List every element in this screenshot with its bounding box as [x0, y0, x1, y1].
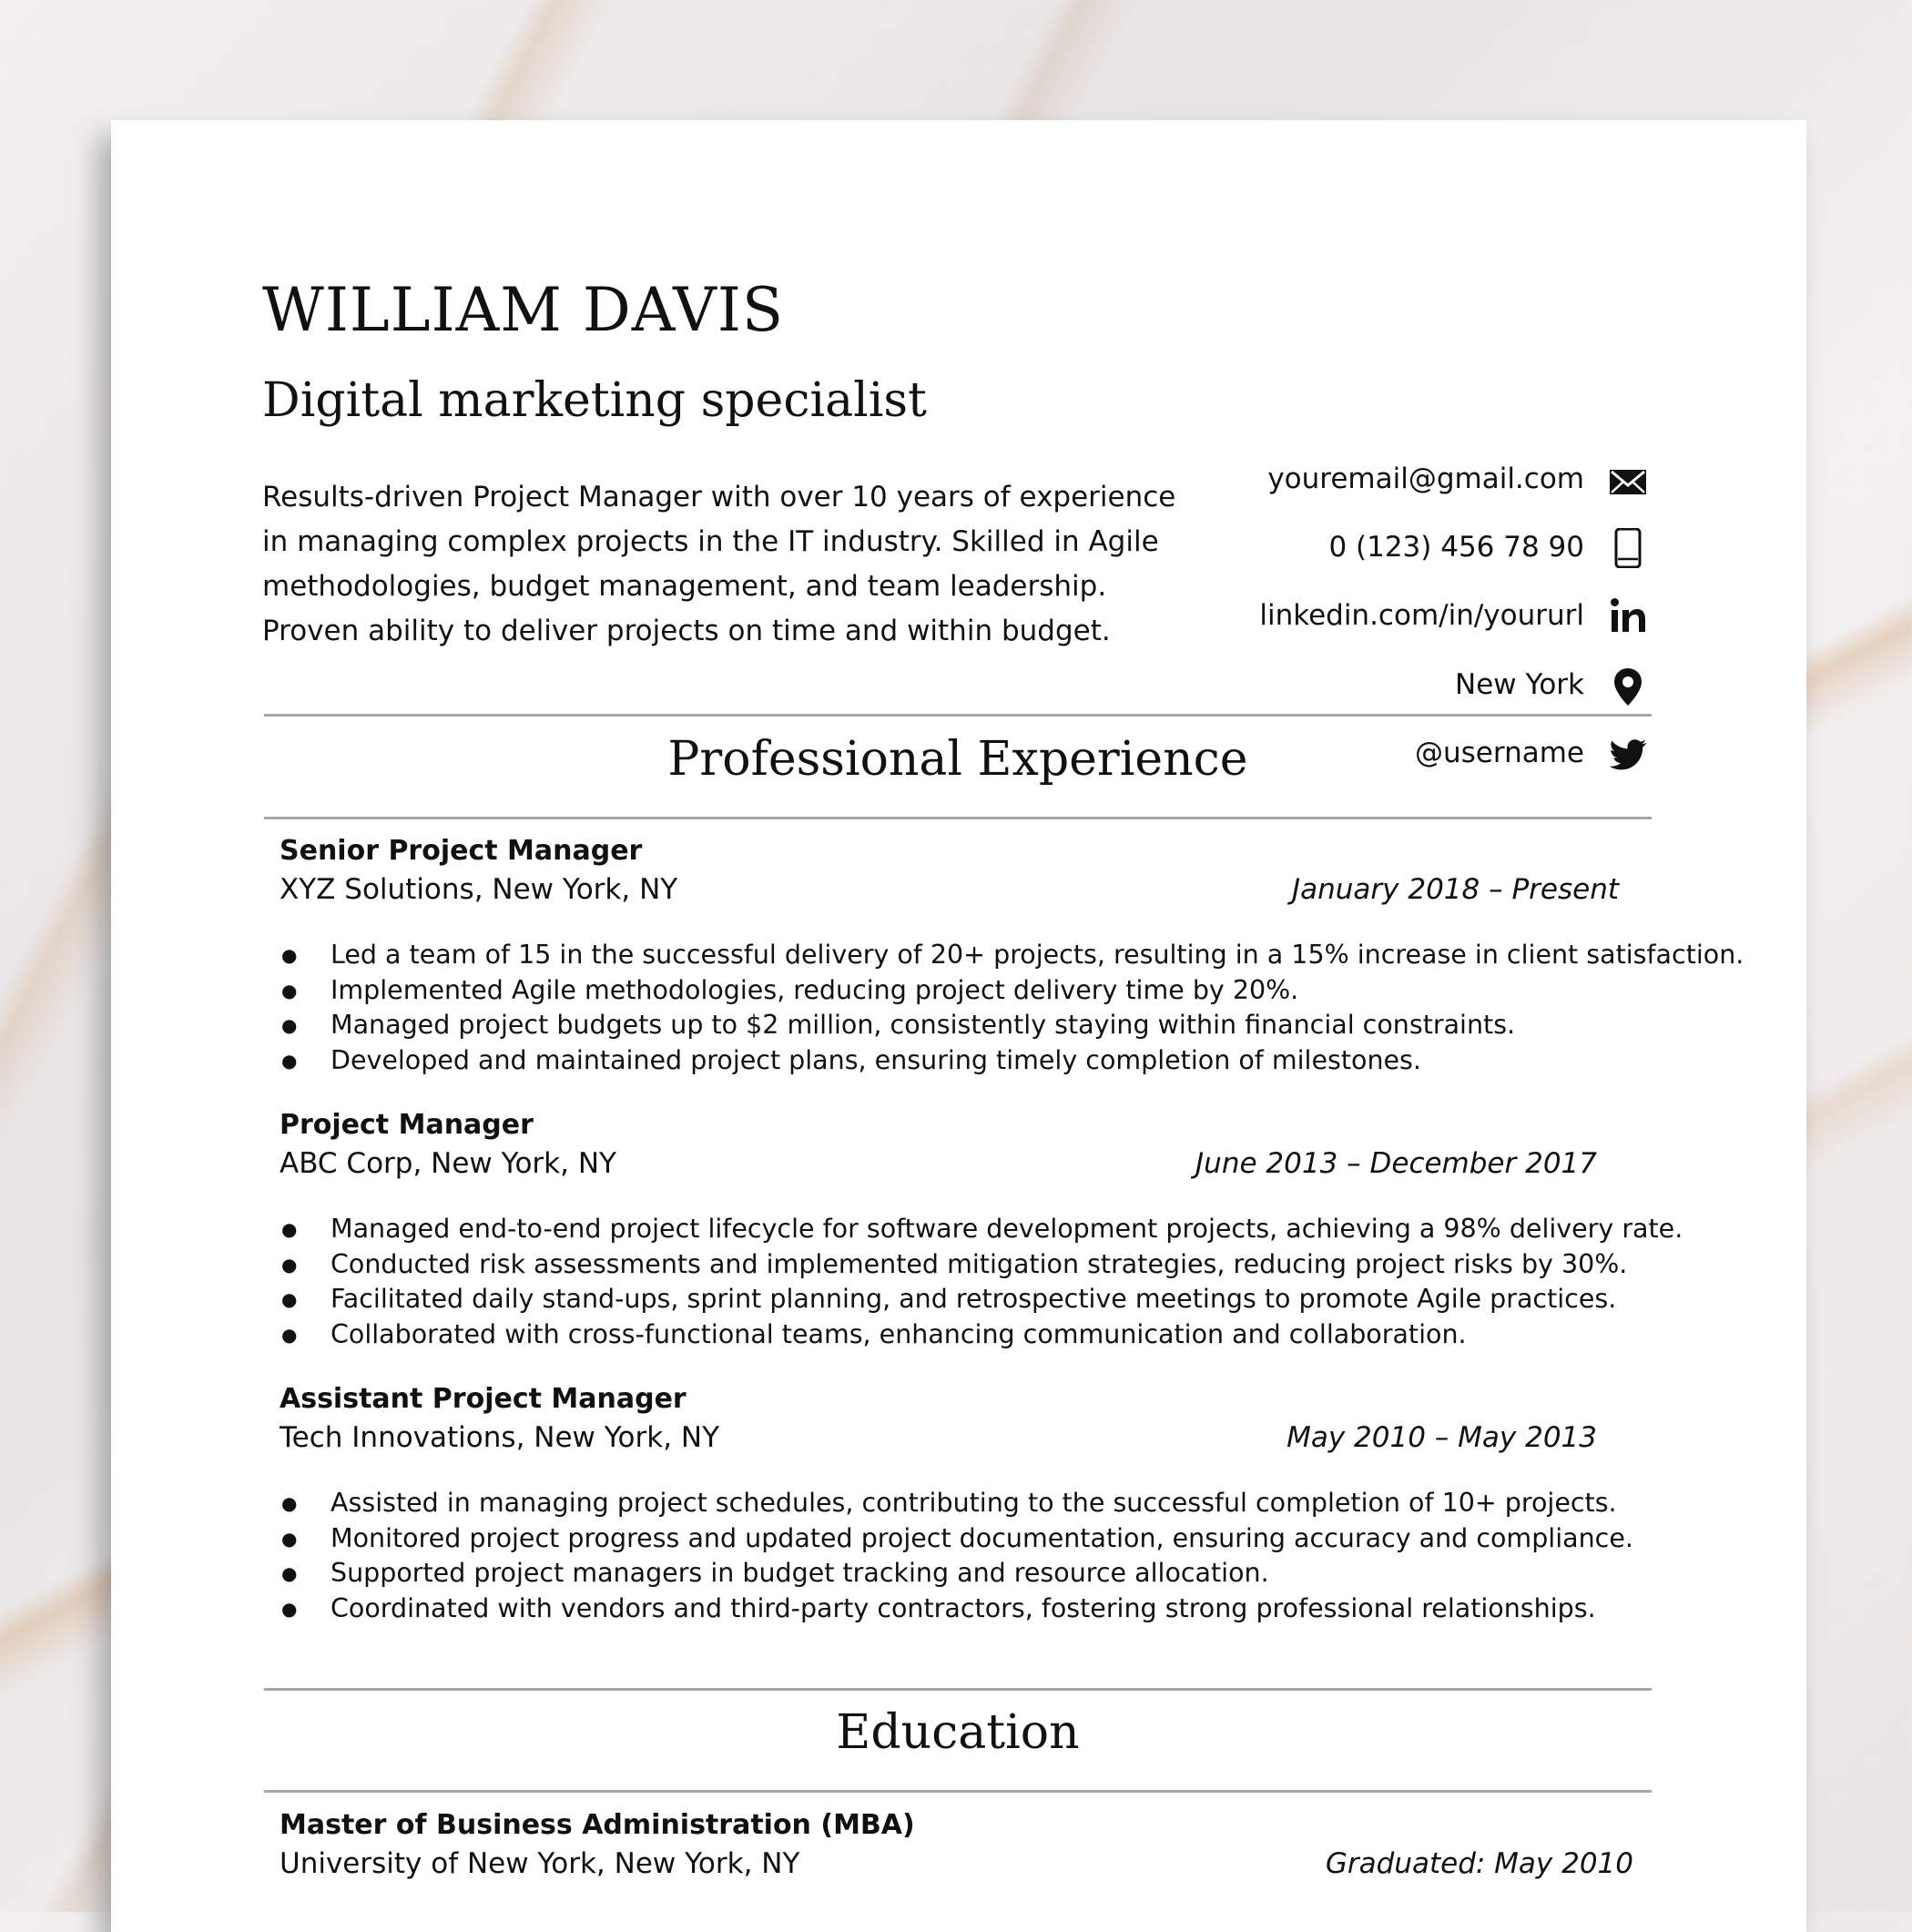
list-item: ● Developed and maintained project plans, ensuring timely completion of milestones.: [280, 1043, 1682, 1079]
list-item: ● Conducted risk assessments and implemented mitigation strategies, reducing project risks by 30%.: [280, 1247, 1682, 1283]
job-dates: May 2010 – May 2013: [1287, 1421, 1597, 1454]
list-item: ● Managed end-to-end project lifecycle for software development projects, achieving a 98% delivery rate.: [280, 1212, 1682, 1247]
candidate-title: Digital marketing specialist: [262, 373, 927, 428]
section-title-experience: Professional Experience: [667, 732, 1248, 787]
job-bullets: [280, 938, 1744, 1078]
list-item: ● Monitored project progress and updated project documentation, ensuring accuracy and compliance.: [280, 1521, 1682, 1557]
contact-phone[interactable]: 0 (123) 456 78 90: [1328, 531, 1584, 564]
job-role: Project Manager: [280, 1109, 534, 1141]
contact-email[interactable]: youremail@gmail.com: [1267, 463, 1584, 495]
job-bullets: [280, 1212, 1682, 1352]
list-item: ● Assisted in managing project schedules, contributing to the successful completion of 10+ projects.: [280, 1486, 1682, 1521]
job-bullets: [280, 1486, 1682, 1626]
list-item: ● Implemented Agile methodologies, reducing project delivery time by 20%.: [280, 973, 1682, 1009]
list-item: ● Supported project managers in budget tracking and resource allocation.: [280, 1556, 1682, 1591]
divider: [264, 817, 1652, 819]
list-item: ● Coordinated with vendors and third-party contractors, fostering strong professional relationships.: [280, 1591, 1682, 1627]
list-item: ● Managed project budgets up to $2 million, consistently staying within financial constraints.: [280, 1008, 1682, 1043]
job-dates: June 2013 – December 2017: [1195, 1147, 1597, 1180]
contact-location: New York: [1455, 668, 1584, 701]
list-item: ● Collaborated with cross-functional teams, enhancing communication and collaboration.: [280, 1317, 1682, 1353]
job-role: Senior Project Manager: [280, 835, 643, 867]
job-role: Assistant Project Manager: [280, 1383, 686, 1415]
list-item: ● Led a team of 15 in the successful delivery of 20+ projects, resulting in a 15% increase in client satisfaction.: [280, 938, 1682, 973]
school-name: University of New York, New York, NY: [280, 1847, 800, 1880]
job-company: ABC Corp, New York, NY: [280, 1147, 616, 1180]
list-item: ● Facilitated daily stand-ups, sprint planning, and retrospective meetings to promote Agile practices.: [280, 1282, 1682, 1317]
section-title-education: Education: [836, 1705, 1080, 1760]
linkedin-icon: [1608, 595, 1648, 636]
divider: [264, 714, 1652, 717]
map-pin-icon: [1608, 666, 1648, 707]
envelope-icon: [1608, 462, 1648, 502]
candidate-name: WILLIAM DAVIS: [262, 275, 785, 345]
graduation-date: Graduated: May 2010: [1325, 1847, 1633, 1880]
degree-title: Master of Business Administration (MBA): [280, 1809, 915, 1841]
job-company: Tech Innovations, New York, NY: [280, 1421, 720, 1454]
summary-paragraph: Results-driven Project Manager with over 10 years of experience in managing complex projects in the IT industry. Skilled in Agile methodologies, budget management, and team leadership. Proven ability to deliver projects on time and within budget.: [262, 481, 1176, 647]
resume-page: [111, 120, 1806, 1932]
job-company: XYZ Solutions, New York, NY: [280, 873, 678, 906]
divider: [264, 1790, 1652, 1793]
divider: [264, 1688, 1652, 1691]
contact-twitter[interactable]: @username: [1415, 737, 1584, 769]
phone-icon: [1608, 528, 1648, 568]
contact-linkedin[interactable]: linkedin.com/in/yoururl: [1259, 599, 1584, 632]
job-dates: January 2018 – Present: [1291, 873, 1619, 906]
